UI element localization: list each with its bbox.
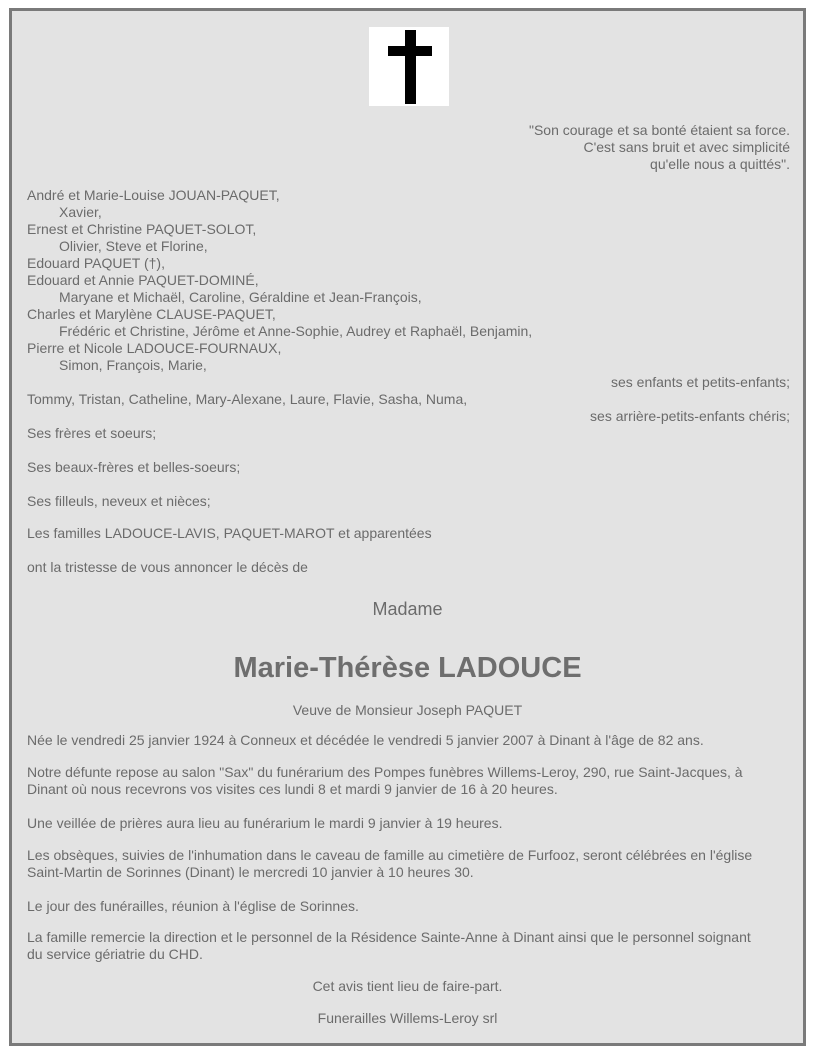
quote-line: qu'elle nous a quittés". xyxy=(650,156,790,172)
birth-death-line: Née le vendredi 25 janvier 1924 à Conneux et décédée le vendredi 5 janvier 2007 à Dinant à l'âge de 82 ans. xyxy=(27,732,704,748)
visitation-paragraph xyxy=(27,764,790,798)
family-children: Maryane et Michaël, Caroline, Géraldine et Jean-François, xyxy=(59,289,422,305)
family-parents: Charles et Marylène CLAUSE-PAQUET, xyxy=(27,306,276,322)
families-line: Les familles LADOUCE-LAVIS, PAQUET-MAROT et apparentées xyxy=(27,525,432,541)
family-children: Simon, François, Marie, xyxy=(59,357,207,373)
epitaph-quote xyxy=(390,122,790,173)
paragraph-line: Saint-Martin de Sorinnes (Dinant) le mercredi 10 janvier à 10 heures 30. xyxy=(27,864,474,880)
paragraph-line: La famille remercie la direction et le personnel de la Résidence Sainte-Anne à Dinant ainsi que le personnel soignant xyxy=(27,929,751,945)
cross-icon xyxy=(369,27,449,106)
notice-line: Cet avis tient lieu de faire-part. xyxy=(312,978,503,994)
great-grandchildren-label: ses arrière-petits-enfants chéris; xyxy=(590,408,790,424)
siblings-line: Ses frères et soeurs; xyxy=(27,425,157,441)
vigil-line: Une veillée de prières aura lieu au funérarium le mardi 9 janvier à 19 heures. xyxy=(27,815,503,831)
godchildren-line: Ses filleuls, neveux et nièces; xyxy=(27,493,211,509)
paragraph-line: Notre défunte repose au salon "Sax" du funérarium des Pompes funèbres Willems-Leroy, 290, rue Saint-Jacques, à xyxy=(27,764,743,780)
in-laws-line: Ses beaux-frères et belles-soeurs; xyxy=(27,459,241,475)
family-parents: Ernest et Christine PAQUET-SOLOT, xyxy=(27,221,257,237)
family-children: Frédéric et Christine, Jérôme et Anne-Sophie, Audrey et Raphaël, Benjamin, xyxy=(59,323,533,339)
paragraph-line: Dinant où nous recevrons vos visites ces lundi 8 et mardi 9 janvier de 16 à 20 heures. xyxy=(27,781,558,797)
children-label: ses enfants et petits-enfants; xyxy=(611,374,790,390)
family-parents: Edouard et Annie PAQUET-DOMINÉ, xyxy=(27,272,259,288)
family-parents: Pierre et Nicole LADOUCE-FOURNAUX, xyxy=(27,340,282,356)
quote-line: "Son courage et sa bonté étaient sa force. xyxy=(528,122,790,138)
paragraph-line: Les obsèques, suivies de l'inhumation dans le caveau de famille au cimetière de Furfooz, seront célébrées en l'église xyxy=(27,847,753,863)
family-list xyxy=(27,187,790,576)
obituary-card xyxy=(9,8,806,1046)
obituary-content xyxy=(12,11,803,1043)
thanks-paragraph xyxy=(27,929,790,963)
funeral-paragraph xyxy=(27,847,790,881)
family-children: Xavier, xyxy=(59,204,102,220)
family-parents: André et Marie-Louise JOUAN-PAQUET, xyxy=(27,187,280,203)
deceased-name: Marie-Thérèse LADOUCE xyxy=(233,652,582,684)
meeting-line: Le jour des funérailles, réunion à l'église de Sorinnes. xyxy=(27,898,359,914)
family-children: Olivier, Steve et Florine, xyxy=(59,238,208,254)
family-parents: Edouard PAQUET (†), xyxy=(27,255,165,271)
deceased-title: Madame xyxy=(372,599,443,619)
announce-line: ont la tristesse de vous annoncer le décès de xyxy=(27,559,308,575)
paragraph-line: du service gériatrie du CHD. xyxy=(27,946,203,962)
widow-of-line: Veuve de Monsieur Joseph PAQUET xyxy=(292,702,523,718)
quote-line: C'est sans bruit et avec simplicité xyxy=(583,139,790,155)
great-grandchildren: Tommy, Tristan, Catheline, Mary-Alexane, Laure, Flavie, Sasha, Numa, xyxy=(27,391,468,407)
undertaker-line: Funerailles Willems-Leroy srl xyxy=(317,1010,498,1026)
